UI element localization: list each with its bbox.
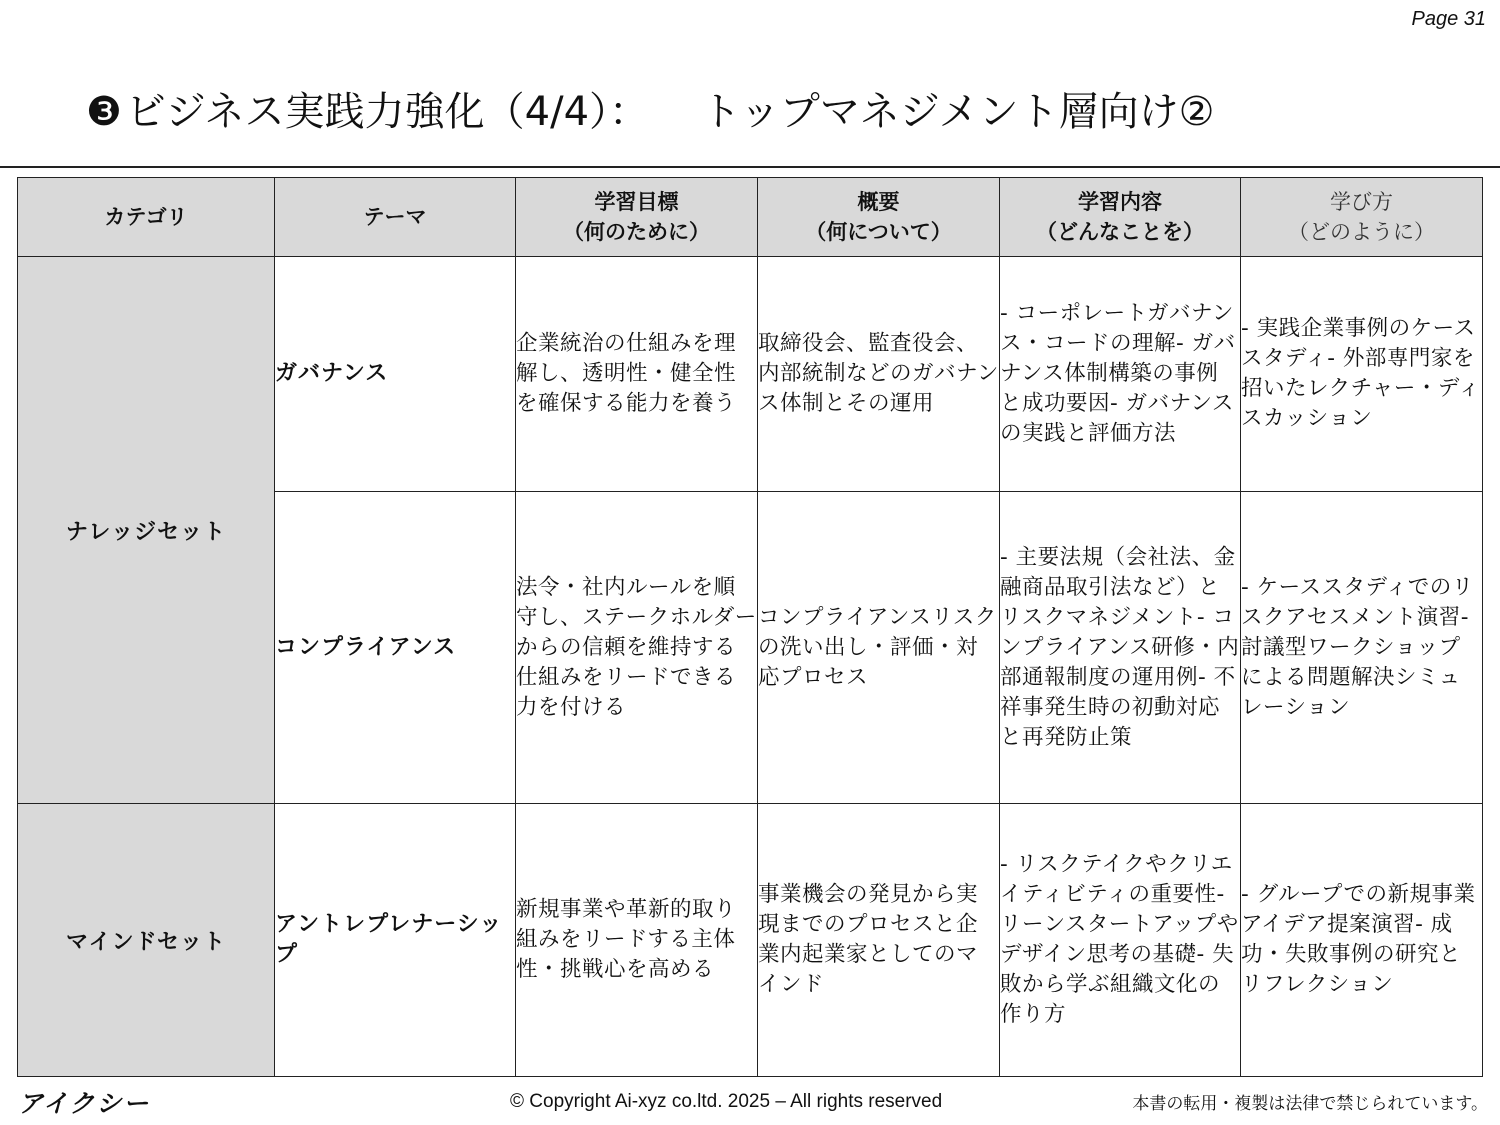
content-cell: - コーポレートガバナンス・コードの理解- ガバナンス体制構築の事例と成功要因- ガバナンスの実践と評価方法 xyxy=(1000,257,1241,492)
category-cell-mindset: マインドセット xyxy=(18,804,275,1077)
header-category: カテゴリ xyxy=(18,178,275,257)
page-title xyxy=(86,82,1215,142)
title-divider xyxy=(0,166,1500,168)
overview-cell: コンプライアンスリスクの洗い出し・評価・対応プロセス xyxy=(758,492,1000,804)
header-overview: 概要 （何について） xyxy=(758,178,1000,257)
method-cell: - グループでの新規事業アイデア提案演習- 成功・失敗事例の研究とリフレクション xyxy=(1241,804,1483,1077)
curriculum-table xyxy=(17,177,1483,1077)
theme-cell: ガバナンス xyxy=(275,257,516,492)
number-3-icon: ❸ xyxy=(86,89,122,135)
header-theme: テーマ xyxy=(275,178,516,257)
header-content: 学習内容 （どんなことを） xyxy=(1000,178,1241,257)
header-method: 学び方 （どのように） xyxy=(1241,178,1483,257)
table-row xyxy=(18,257,1483,492)
theme-cell: コンプライアンス xyxy=(275,492,516,804)
goal-cell: 法令・社内ルールを順守し、ステークホルダーからの信頼を維持する仕組みをリードできる力を付ける xyxy=(516,492,758,804)
method-cell: - 実践企業事例のケーススタディ- 外部専門家を招いたレクチャー・ディスカッション xyxy=(1241,257,1483,492)
goal-cell: 新規事業や革新的取り組みをリードする主体性・挑戦心を高める xyxy=(516,804,758,1077)
page-number: Page 31 xyxy=(1411,8,1486,30)
table-header-row xyxy=(18,178,1483,257)
title-sub: トップマネジメント層向け② xyxy=(701,89,1215,135)
content-cell: - リスクテイクやクリエイティビティの重要性- リーンスタートアップやデザイン思考の基礎- 失敗から学ぶ組織文化の作り方 xyxy=(1000,804,1241,1077)
method-cell: - ケーススタディでのリスクアセスメント演習- 討議型ワークショップによる問題解決シミュレーション xyxy=(1241,492,1483,804)
table-row xyxy=(18,804,1483,1077)
header-goal: 学習目標 （何のために） xyxy=(516,178,758,257)
company-logo: アイクシー xyxy=(18,1089,151,1118)
reproduction-notice: 本書の転用・複製は法律で禁じられています。 xyxy=(1132,1094,1488,1114)
overview-cell: 取締役会、監査役会、内部統制などのガバナンス体制とその運用 xyxy=(758,257,1000,492)
content-cell: - 主要法規（会社法、金融商品取引法など）とリスクマネジメント- コンプライアンス研修・内部通報制度の運用例- 不祥事発生時の初動対応と再発防止策 xyxy=(1000,492,1241,804)
category-cell-knowledge: ナレッジセット xyxy=(18,257,275,804)
title-main: ビジネス実践力強化（4/4）： xyxy=(125,89,650,135)
copyright-text: © Copyright Ai-xyz co.ltd. 2025 – All rights reserved xyxy=(510,1091,943,1112)
overview-cell: 事業機会の発見から実現までのプロセスと企業内起業家としてのマインド xyxy=(758,804,1000,1077)
goal-cell: 企業統治の仕組みを理解し、透明性・健全性を確保する能力を養う xyxy=(516,257,758,492)
theme-cell: アントレプレナーシップ xyxy=(275,804,516,1077)
